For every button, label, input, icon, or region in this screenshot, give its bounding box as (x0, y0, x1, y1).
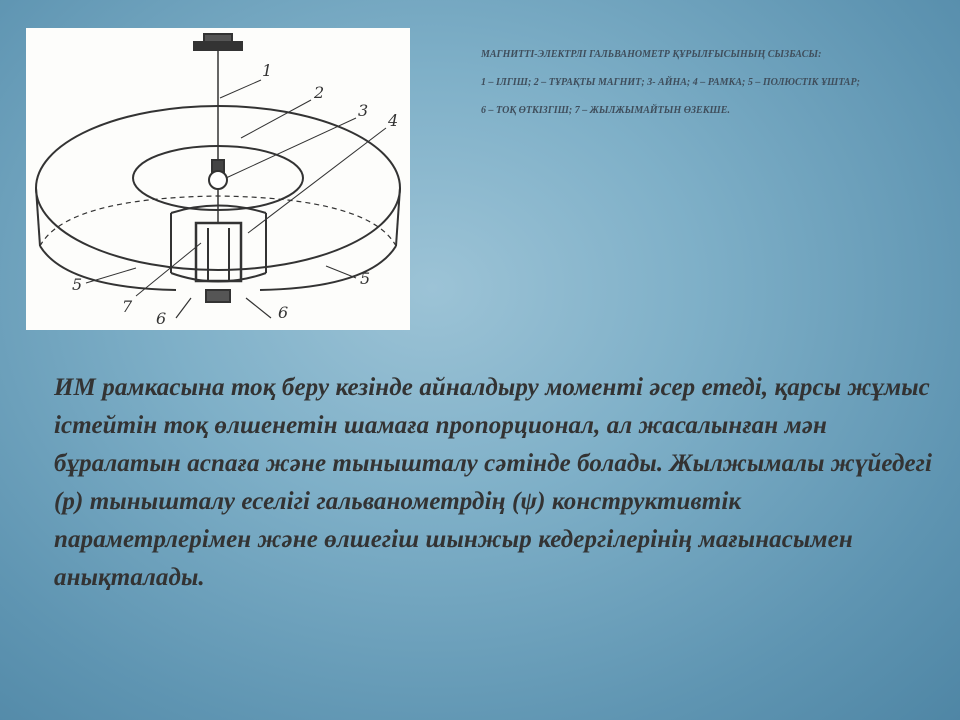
figure-caption (481, 48, 861, 118)
label-6-left: 6 (156, 309, 167, 328)
label-5-left: 5 (72, 275, 83, 294)
label-1: 1 (262, 61, 273, 80)
label-2: 2 (314, 83, 325, 102)
caption-legend-2: 6 – ТОҚ ӨТКІЗГІШ; 7 – ЖЫЛЖЫМАЙТЫН ӨЗЕКШЕ. (481, 105, 730, 116)
label-7: 7 (122, 297, 133, 316)
label-5-right: 5 (360, 269, 371, 288)
label-4: 4 (388, 111, 399, 130)
caption-title: МАГНИТТІ-ЭЛЕКТРЛІ ГАЛЬВАНОМЕТР ҚҰРЫЛҒЫСЫНЫҢ СЫЗБАСЫ: (481, 49, 822, 60)
main-paragraph: ИМ рамкасына тоқ беру кезінде айналдыру моменті әсер етеді, қарсы жұмыс істейтін тоқ өлшенетін шамаға пропорционал, ал жасалынған мән бұралатын аспаға және тынышталу сәтінде болады. Жылжымалы жүйедегі (р) тынышталу еселігі гальванометрдің (ψ) конструктивтік параметрлерімен және өлшегіш шынжыр кедергілерінің мағынасымен анықталады. (54, 374, 933, 591)
label-3: 3 (358, 101, 369, 120)
label-6-right: 6 (278, 303, 289, 322)
galvanometer-diagram (26, 28, 410, 330)
galvanometer-drawing (26, 28, 410, 330)
caption-legend-1: 1 – ІЛГІШ; 2 – ТҰРАҚТЫ МАГНИТ; 3- АЙНА; 4 – РАМКА; 5 – ПОЛЮСТІК ҰШТАР; (481, 77, 860, 88)
